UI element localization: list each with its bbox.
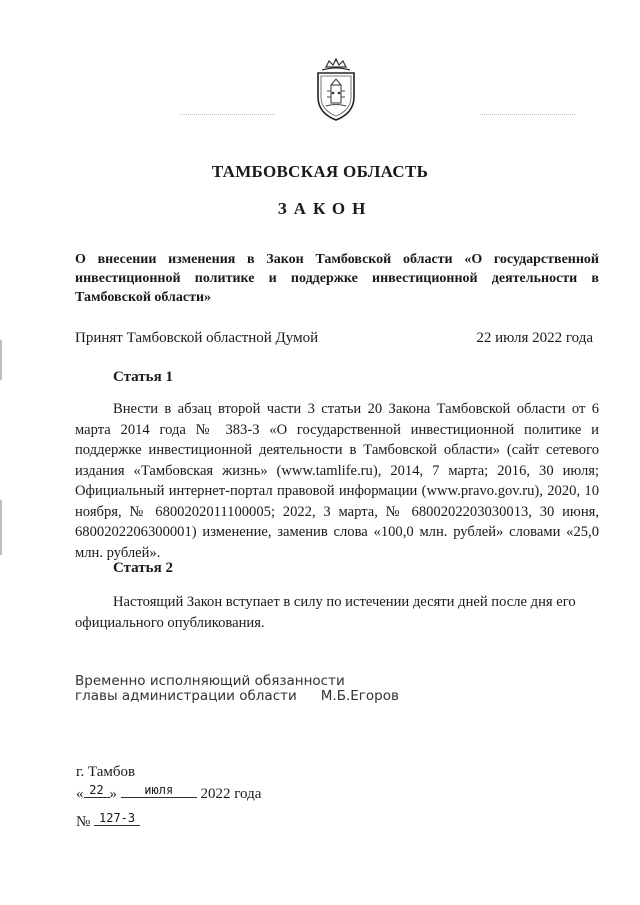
header-rule-left [180, 114, 275, 116]
coat-of-arms-emblem [314, 57, 358, 123]
signing-date [76, 783, 262, 803]
signature-block [75, 674, 399, 704]
adopted-by: Принят Тамбовской областной Думой [75, 330, 319, 346]
law-number-line [76, 811, 140, 831]
date-month: июля [121, 783, 197, 798]
signatory-position-line2-row [75, 689, 399, 704]
date-year: 2022 года [200, 786, 262, 802]
article-2-heading: Статья 2 [113, 560, 173, 576]
region-name: ТАМБОВСКАЯ ОБЛАСТЬ [211, 162, 429, 181]
number-sign: № [76, 814, 91, 830]
signatory-position-line2: главы администрации области [75, 688, 297, 704]
signatory-name: М.Б.Егоров [320, 688, 399, 704]
law-title: О внесении изменения в Закон Тамбовской области «О государственной инвестиционной политике и поддержке инвестиционной деятельности в Тамбовской области» [75, 252, 599, 305]
date-open-quote: « [76, 786, 84, 802]
article-1-text: Внести в абзац второй части 3 статьи 20 Закона Тамбовской области от 6 марта 2014 года № 383-З «О государственной инвестиционной политике и поддержке инвестиционной деятельности в Тамбовской области» (сайт сетевого издания «Тамбовская жизнь» (www.tamlife.ru), 2014, 7 марта; 2016, 30 июля; Официальный интернет-портал правовой информации (www.pravo.gov.ru), 2020, 10 ноября, № 6800202011100005; 2022, 3 марта, № 6800202203030013, 30 июня, 6800202206300001) изменение, заменив слова «100,0 млн. рублей» словами «25,0 млн. рублей». [75, 401, 599, 561]
law-number: 127-З [94, 811, 140, 826]
adoption-line [75, 330, 593, 347]
adoption-date: 22 июля 2022 года [476, 330, 593, 346]
document-type: ЗАКОН [277, 199, 373, 218]
scan-margin-mark [0, 500, 2, 555]
article-2-text: Настоящий Закон вступает в силу по истечении десяти дней после дня его официального опубликования. [75, 594, 576, 631]
date-close-quote: » [109, 786, 117, 802]
scan-margin-mark [0, 340, 2, 380]
signatory-position-line1: Временно исполняющий обязанности [75, 673, 345, 689]
city: г. Тамбов [76, 764, 136, 780]
date-day: 22 [84, 783, 110, 798]
header-rule-right [480, 114, 575, 116]
article-1-heading: Статья 1 [113, 369, 173, 385]
